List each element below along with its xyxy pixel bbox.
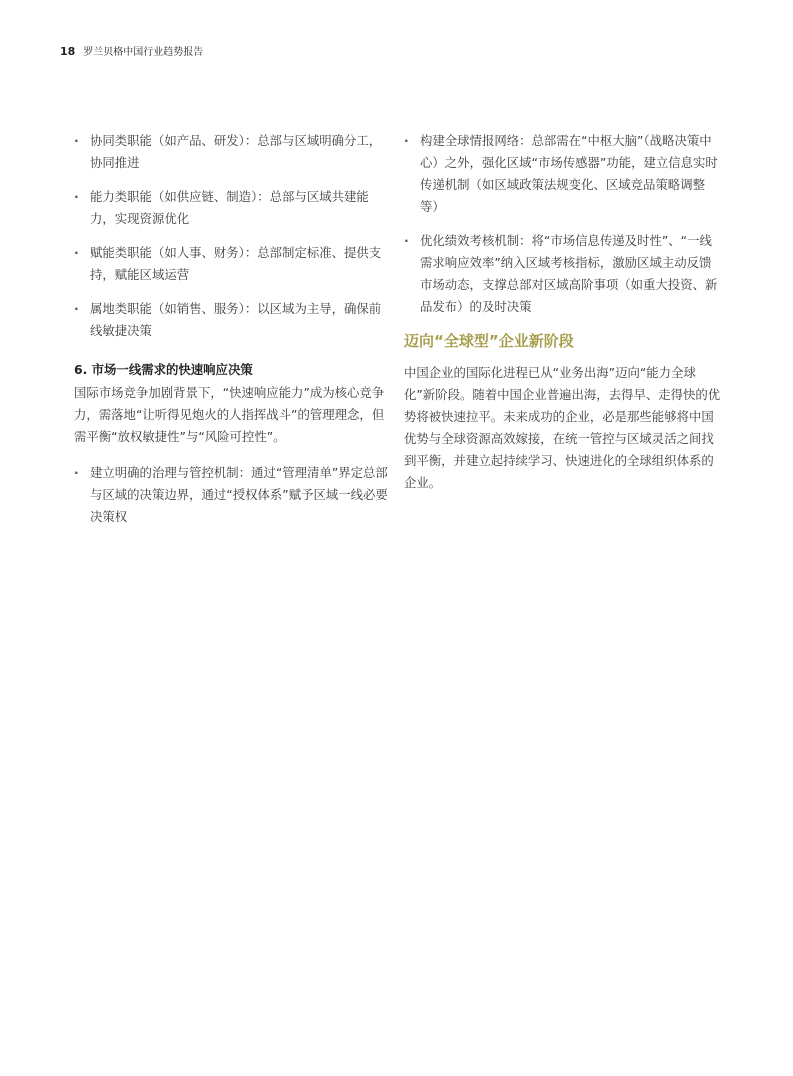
section-title: 6. 市场一线需求的快速响应决策 bbox=[74, 362, 253, 377]
right-column bbox=[404, 130, 722, 508]
report-title: 罗兰贝格中国行业趋势报告 bbox=[83, 47, 204, 58]
bullet-icon: · bbox=[74, 189, 79, 204]
page-header bbox=[60, 43, 203, 58]
left-column bbox=[74, 130, 392, 540]
functions-list bbox=[74, 130, 392, 342]
bullet-icon: · bbox=[404, 133, 409, 148]
bullet-icon: · bbox=[404, 233, 409, 248]
bullet-icon: · bbox=[74, 301, 79, 316]
list-item: · 优化绩效考核机制：将“市场信息传递及时性”、“一线需求响应效率”纳入区域考核指标，激励区域主动反馈市场动态，支撑总部对区域高阶事项（如重大投资、新品发布）的及时决策 bbox=[404, 230, 722, 318]
section-heading: 迈向“全球型”企业新阶段 bbox=[404, 332, 574, 350]
list-item: · 能力类职能（如供应链、制造）：总部与区域共建能力，实现资源优化 bbox=[74, 186, 392, 230]
list-item: · 属地类职能（如销售、服务）：以区域为主导，确保前线敏捷决策 bbox=[74, 298, 392, 342]
page-number: 18 bbox=[60, 45, 76, 58]
bullet-icon: · bbox=[74, 133, 79, 148]
closing-paragraph: 中国企业的国际化进程已从“业务出海”迈向“能力全球化”新阶段。随着中国企业普遍出海，去得早、走得快的优势将被快速拉平。未来成功的企业，必是那些能够将中国优势与全球资源高效嫁接，在统一管控与区域灵活之间找到平衡，并建立起持续学习、快速进化的全球组织体系的企业。 bbox=[404, 365, 721, 490]
mechanisms-list bbox=[404, 130, 722, 318]
list-item: · 协同类职能（如产品、研发）：总部与区域明确分工，协同推进 bbox=[74, 130, 392, 174]
section-paragraph: 国际市场竞争加剧背景下，“快速响应能力”成为核心竞争力，需落地“让听得见炮火的人指挥战斗”的管理理念，但需平衡“放权敏捷性”与“风险可控性”。 bbox=[74, 385, 385, 444]
list-item: · 构建全球情报网络：总部需在“中枢大脑”（战略决策中心）之外，强化区域“市场传感器”功能，建立信息实时传递机制（如区域政策法规变化、区域竞品策略调整等） bbox=[404, 130, 722, 218]
bullet-icon: · bbox=[74, 465, 79, 480]
list-item: · 赋能类职能（如人事、财务）：总部制定标准、提供支持，赋能区域运营 bbox=[74, 242, 392, 286]
bullet-icon: · bbox=[74, 245, 79, 260]
list-item: · 建立明确的治理与管控机制：通过“管理清单”界定总部与区域的决策边界，通过“授权体系”赋予区域一线必要决策权 bbox=[74, 462, 392, 528]
governance-list bbox=[74, 462, 392, 528]
